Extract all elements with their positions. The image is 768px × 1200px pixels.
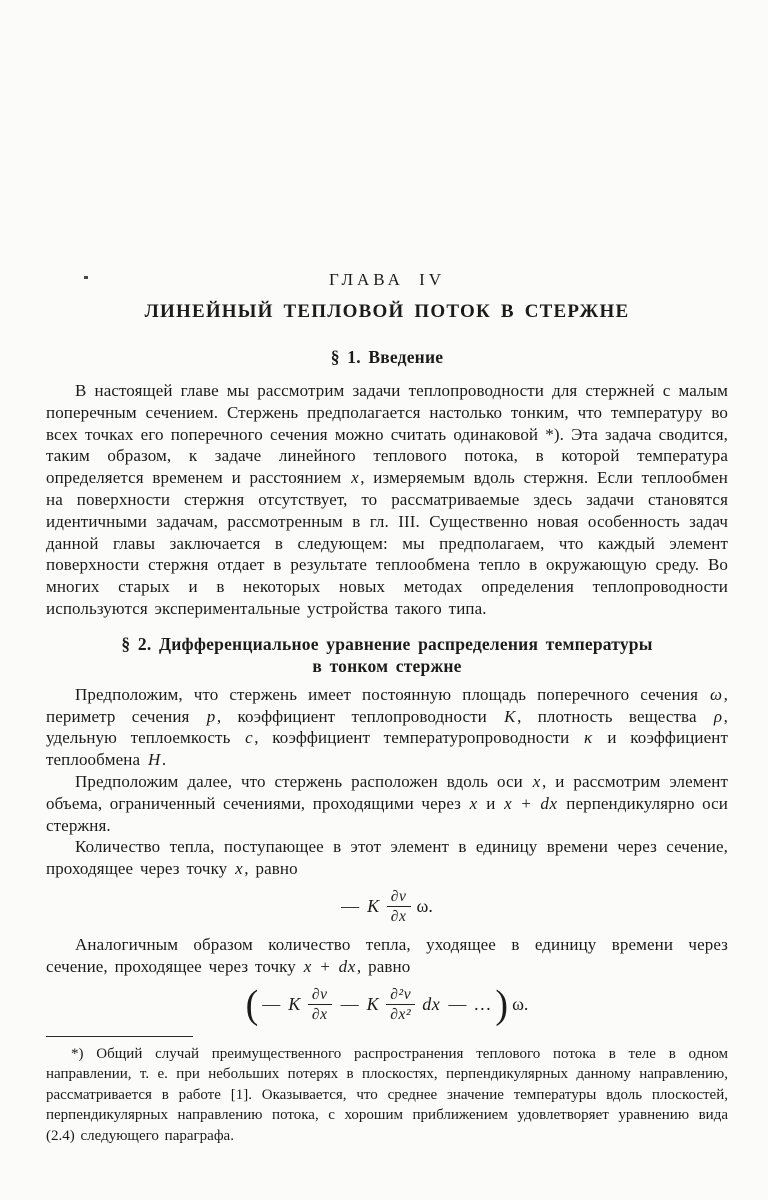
minus-sign-1: — (262, 994, 281, 1015)
fraction-dv-dx (308, 986, 332, 1023)
fraction-denominator: ∂x² (390, 1006, 412, 1024)
text-run: , коэффициент теплопроводности (216, 706, 504, 726)
text-run: Предположим, что стержень имеет постоянную площадь поперечного сечения (75, 684, 710, 704)
coefficient-k: K (367, 896, 380, 917)
section2-paragraph-4 (46, 934, 728, 978)
dx-term: dx (422, 994, 441, 1015)
fraction-numerator: ∂v (387, 888, 411, 907)
section2-heading-line1: § 2. Дифференциальное уравнение распределения температуры (121, 633, 653, 654)
section1-paragraph (46, 380, 728, 620)
math-variable: x (351, 468, 360, 488)
section2-paragraph-1 (46, 684, 728, 771)
math-variable: x (532, 771, 541, 791)
text-run: и коэффициент теплообмена (46, 728, 729, 770)
math-variable: x (469, 793, 478, 813)
formula-heat-flow-out: ( — K $\frac{\partial v}{\partial x}$ — K $\frac{\text{∂²v}}{\text{∂x²}}$ dx — … ) ω. (245, 982, 529, 1027)
text-run: В настоящей главе мы рассмотрим задачи теплопроводности для стержней с малым поперечным сечением. Стержень предполагается настолько тонким, что температуру во всех точках его поперечного сечения можно считать одинаковой *). Эта задача сводится, таким образом, к задаче линейного теплового потока, в которой температура определяется временем и расстоянием (46, 381, 728, 488)
math-variable: ω (710, 684, 723, 704)
math-variable: c (245, 728, 254, 748)
text-run: , удельную теплоемкость (46, 706, 728, 748)
minus-sign-2: — (340, 994, 359, 1015)
math-variable: x + dx (303, 956, 356, 976)
text-run: , измеряемым вдоль стержня. Если теплообмен на поверхности стержня отсутствует, то рассматриваемые здесь задачи становятся идентичными задачам, рассмотренным в гл. III. Существенно новая особенность задач данной главы заключается в следующем: мы предполагаем, что каждый элемент поверхности стержня отдает в результате теплообмена тепло в окружающую среду. Во многих старых и в некоторых новых методах определения теплопроводности используются экспериментальные устройства такого типа. (46, 468, 728, 618)
minus-sign: — (341, 896, 360, 917)
footnote-separator (46, 1036, 193, 1037)
text-run: Аналогичным образом количество тепла, уходящее в единицу времени через сечение, проходящее через точку (46, 934, 728, 976)
section1-heading: § 1. Введение (330, 347, 444, 367)
minus-sign-3: — (448, 994, 467, 1015)
math-variable: κ (584, 728, 593, 748)
scan-speck (84, 276, 88, 279)
section2-paragraph-2 (46, 771, 728, 836)
fraction-numerator: ∂v (308, 986, 332, 1005)
section2-paragraph-3 (46, 836, 728, 880)
math-variable: p (206, 706, 216, 726)
ellipsis: … (473, 994, 492, 1015)
math-variable: H (147, 750, 161, 770)
text-run: , периметр сечения (46, 684, 728, 726)
text-run: и (478, 793, 504, 813)
chapter-title: ЛИНЕЙНЫЙ ТЕПЛОВОЙ ПОТОК В СТЕРЖНЕ (144, 301, 630, 322)
fraction-numerator: ∂²v (386, 986, 415, 1005)
fraction-dv-dx (387, 888, 411, 925)
text-run: Предположим далее, что стержень расположен вдоль оси (75, 771, 532, 791)
text-run: перпендикулярно оси стержня. (46, 793, 728, 835)
footnote-text (46, 1044, 728, 1147)
omega-term: ω. (512, 994, 529, 1015)
text-run: , и рассмотрим элемент объема, ограниченный сечениями, проходящими через (46, 771, 729, 813)
text-run: *) Общий случай преимущественного распространения теплового потока в теле в одном направлении, т. е. при небольших потерях в плоскостях, перпендикулярных данному направлению, рассматривается в работе [1]. Оказывается, что среднее значение температуры вдоль плоскостей, перпендикулярных направлению потока, с хорошим приближением удовлетворяет уравнению вида (2.4) следующего параграфа. (46, 1045, 728, 1144)
math-variable: ρ (713, 706, 723, 726)
text-run: , коэффициент температуропроводности (254, 728, 583, 748)
text-run: , равно (356, 956, 411, 976)
text-run: , плотность вещества (517, 706, 713, 726)
chapter-label: ГЛАВА IV (328, 270, 446, 289)
section2-heading (46, 633, 728, 677)
text-run: . (161, 750, 167, 770)
coefficient-k-1: K (288, 994, 301, 1015)
formula-heat-flow-in (46, 885, 728, 929)
section2-heading-line2: в тонком стержне (312, 655, 462, 676)
math-variable: x (235, 859, 244, 879)
fraction-denominator: ∂x (390, 908, 407, 926)
text-run: Количество тепла, поступающее в этот элемент в единицу времени через сечение, проходящее через точку (46, 837, 728, 879)
fraction-d2v-dx2 (386, 986, 415, 1023)
omega-term: ω. (416, 896, 433, 917)
math-variable: x + dx (504, 793, 558, 813)
text-run: , равно (244, 859, 298, 879)
coefficient-k-2: K (366, 994, 380, 1015)
fraction-denominator: ∂x (311, 1006, 328, 1024)
math-variable: K (504, 706, 517, 726)
